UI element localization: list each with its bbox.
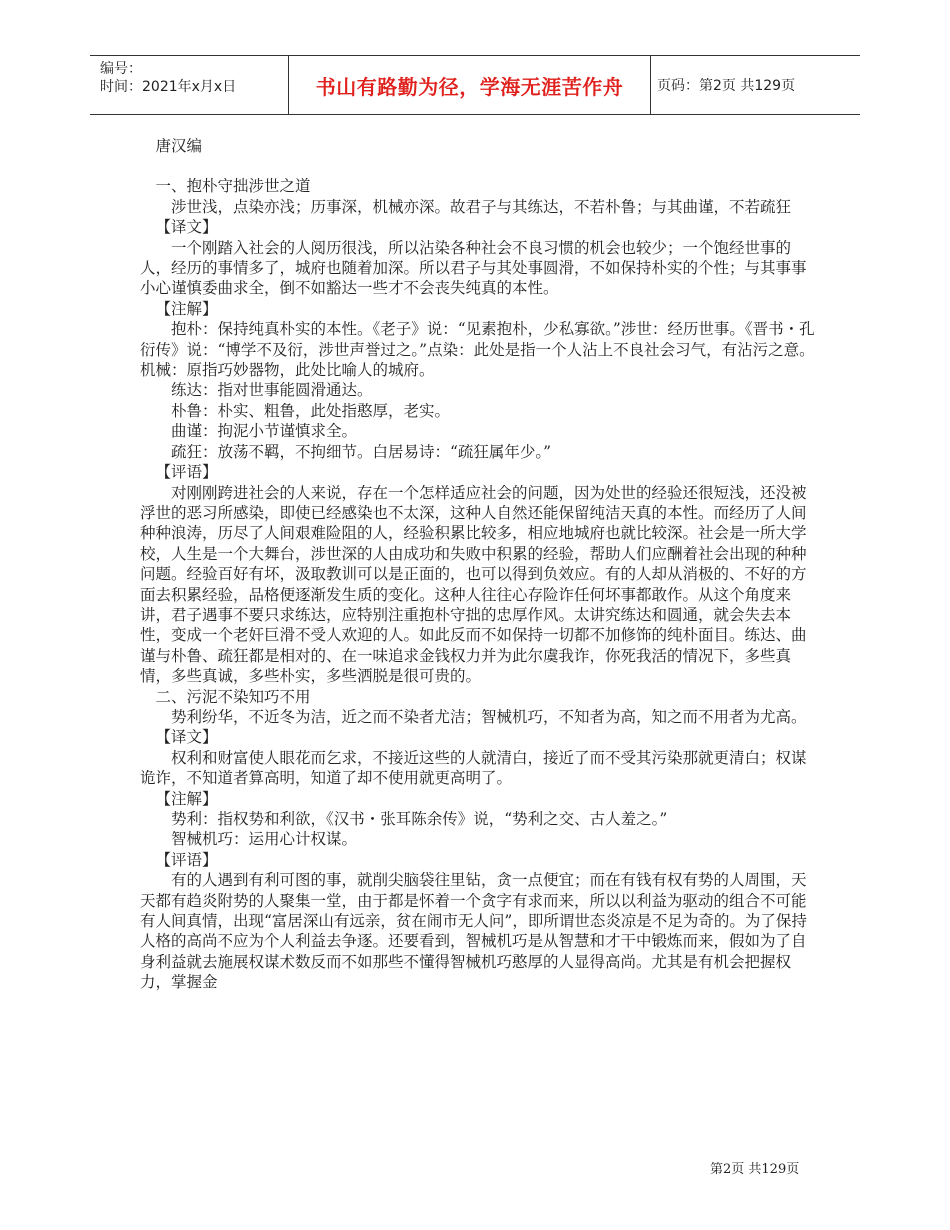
note-paragraph: 抱朴：保持纯真朴实的本性。《老子》说：“见素抱朴，少私寡欲。”涉世：经历世事。《晋书・孔衍传》说：“博学不及衍，涉世声誉过之。”点染：此处是指一个人沾上不良社会习气，有沾污之意。机械：原指巧妙器物，此处比喻人的城府。 (140, 320, 815, 380)
translation-paragraph: 一个刚踏入社会的人阅历很浅，所以沾染各种社会不良习惯的机会也较少；一个饱经世事的人，经历的事情多了，城府也随着加深。所以君子与其处事圆滑，不如保持朴实的个性；与其事事小心谨慎委曲求全，倒不如豁达一些才不会丧失纯真的本性。 (140, 238, 807, 298)
page-header (90, 55, 860, 115)
subheading-translation: 【译文】 (155, 728, 218, 747)
subheading-commentary: 【评语】 (155, 463, 218, 482)
header-motto: 书山有路勤为径，学海无涯苦作舟 (288, 56, 651, 114)
subheading-notes: 【注解】 (155, 299, 218, 318)
header-info (90, 56, 288, 114)
note-paragraph: 势利：指权势和利欲，《汉书・张耳陈余传》说，“势利之交、古人羞之。” (171, 810, 668, 828)
note-paragraph: 智械机巧：运用心计权谋。 (171, 830, 358, 849)
commentary-paragraph: 对刚刚跨进社会的人来说，存在一个怎样适应社会的问题，因为处世的经验还很短浅，还没被浮世的恶习所感染，即使已经感染也不太深，这种人自然还能保留纯洁天真的本性。而经历了人间种种浪涛，历尽了人间艰难险阻的人，经验积累比较多，相应地城府也就比较深。社会是一所大学校，人生是一个大舞台，涉世深的人由成功和失败中积累的经验，帮助人们应酬着社会出现的种种问题。经验百好有坏，汲取教训可以是正面的，也可以得到负效应。有的人却从消极的、不好的方面去积累经验，品格便逐渐发生质的变化。这种人往往心存险诈任何坏事都敢作。从这个角度来讲，君子遇事不要只求练达，应特别注重抱朴守拙的忠厚作风。太讲究练达和圆通，就会失去本性，变成一个老奸巨滑不受人欢迎的人。如此反而不如保持一切都不加修饰的纯朴面目。练达、曲谨与朴鲁、疏狂都是相对的、在一味追求金钱权力并为此尔虞我诈，你死我活的情况下，多些真情，多些真诚，多些朴实，多些洒脱是很可贵的。 (140, 483, 807, 686)
header-page-number: 页码：第2页 共129页 (657, 78, 796, 94)
note-paragraph: 疏狂：放荡不羁，不拘细节。白居易诗：“疏狂属年少。” (171, 442, 552, 461)
document-body (140, 136, 816, 993)
section-heading: 二、污泥不染知巧不用 (155, 687, 311, 706)
commentary-paragraph: 有的人遇到有利可图的事，就削尖脑袋往里钻，贪一点便宜；而在有钱有权有势的人周围，天天都有趋炎附势的人聚集一堂，由于都是怀着一个贪字有求而来，所以以利益为驱动的组合不可能有人间真情，出现“富居深山有远亲，贫在闹市无人问”，即所谓世态炎凉是不足为奇的。为了保持人格的高尚不应为个人利益去争逐。还要看到，智械机巧是从智慧和才干中锻炼而来，假如为了自身利益就去施展权谋术数反而不如那些不懂得智械机巧憨厚的人显得高尚。尤其是有机会把握权力，掌握金 (140, 871, 807, 992)
translation-paragraph: 权利和财富使人眼花而乞求，不接近这些的人就清白，接近了而不受其污染那就更清白；权谋诡诈，不知道者算高明，知道了却不使用就更高明了。 (140, 748, 807, 788)
section-heading: 一、抱朴守拙涉世之道 (155, 177, 311, 196)
subheading-notes: 【注解】 (155, 789, 218, 808)
note-paragraph: 曲谨：拘泥小节谨慎求全。 (171, 422, 358, 441)
subheading-commentary: 【评语】 (155, 850, 218, 869)
note-paragraph: 朴鲁：朴实、粗鲁，此处指憨厚，老实。 (171, 401, 451, 420)
subheading-translation: 【译文】 (155, 218, 218, 237)
note-paragraph: 练达：指对世事能圆滑通达。 (171, 381, 373, 400)
number-label: 编号： (100, 61, 142, 77)
author-line: 唐汉编 (155, 137, 203, 155)
page-footer: 第2页 共129页 (710, 1162, 800, 1177)
original-text: 势利纷华，不近冬为洁，近之而不染者尤洁；智械机巧，不知者为高，知之而不用者为尤高。 (171, 707, 807, 726)
original-text: 涉世浅，点染亦浅；历事深，机械亦深。故君子与其练达，不若朴鲁；与其曲谨，不若疏狂 (171, 197, 792, 216)
time-label: 时间：2021年x月x日 (100, 79, 237, 95)
